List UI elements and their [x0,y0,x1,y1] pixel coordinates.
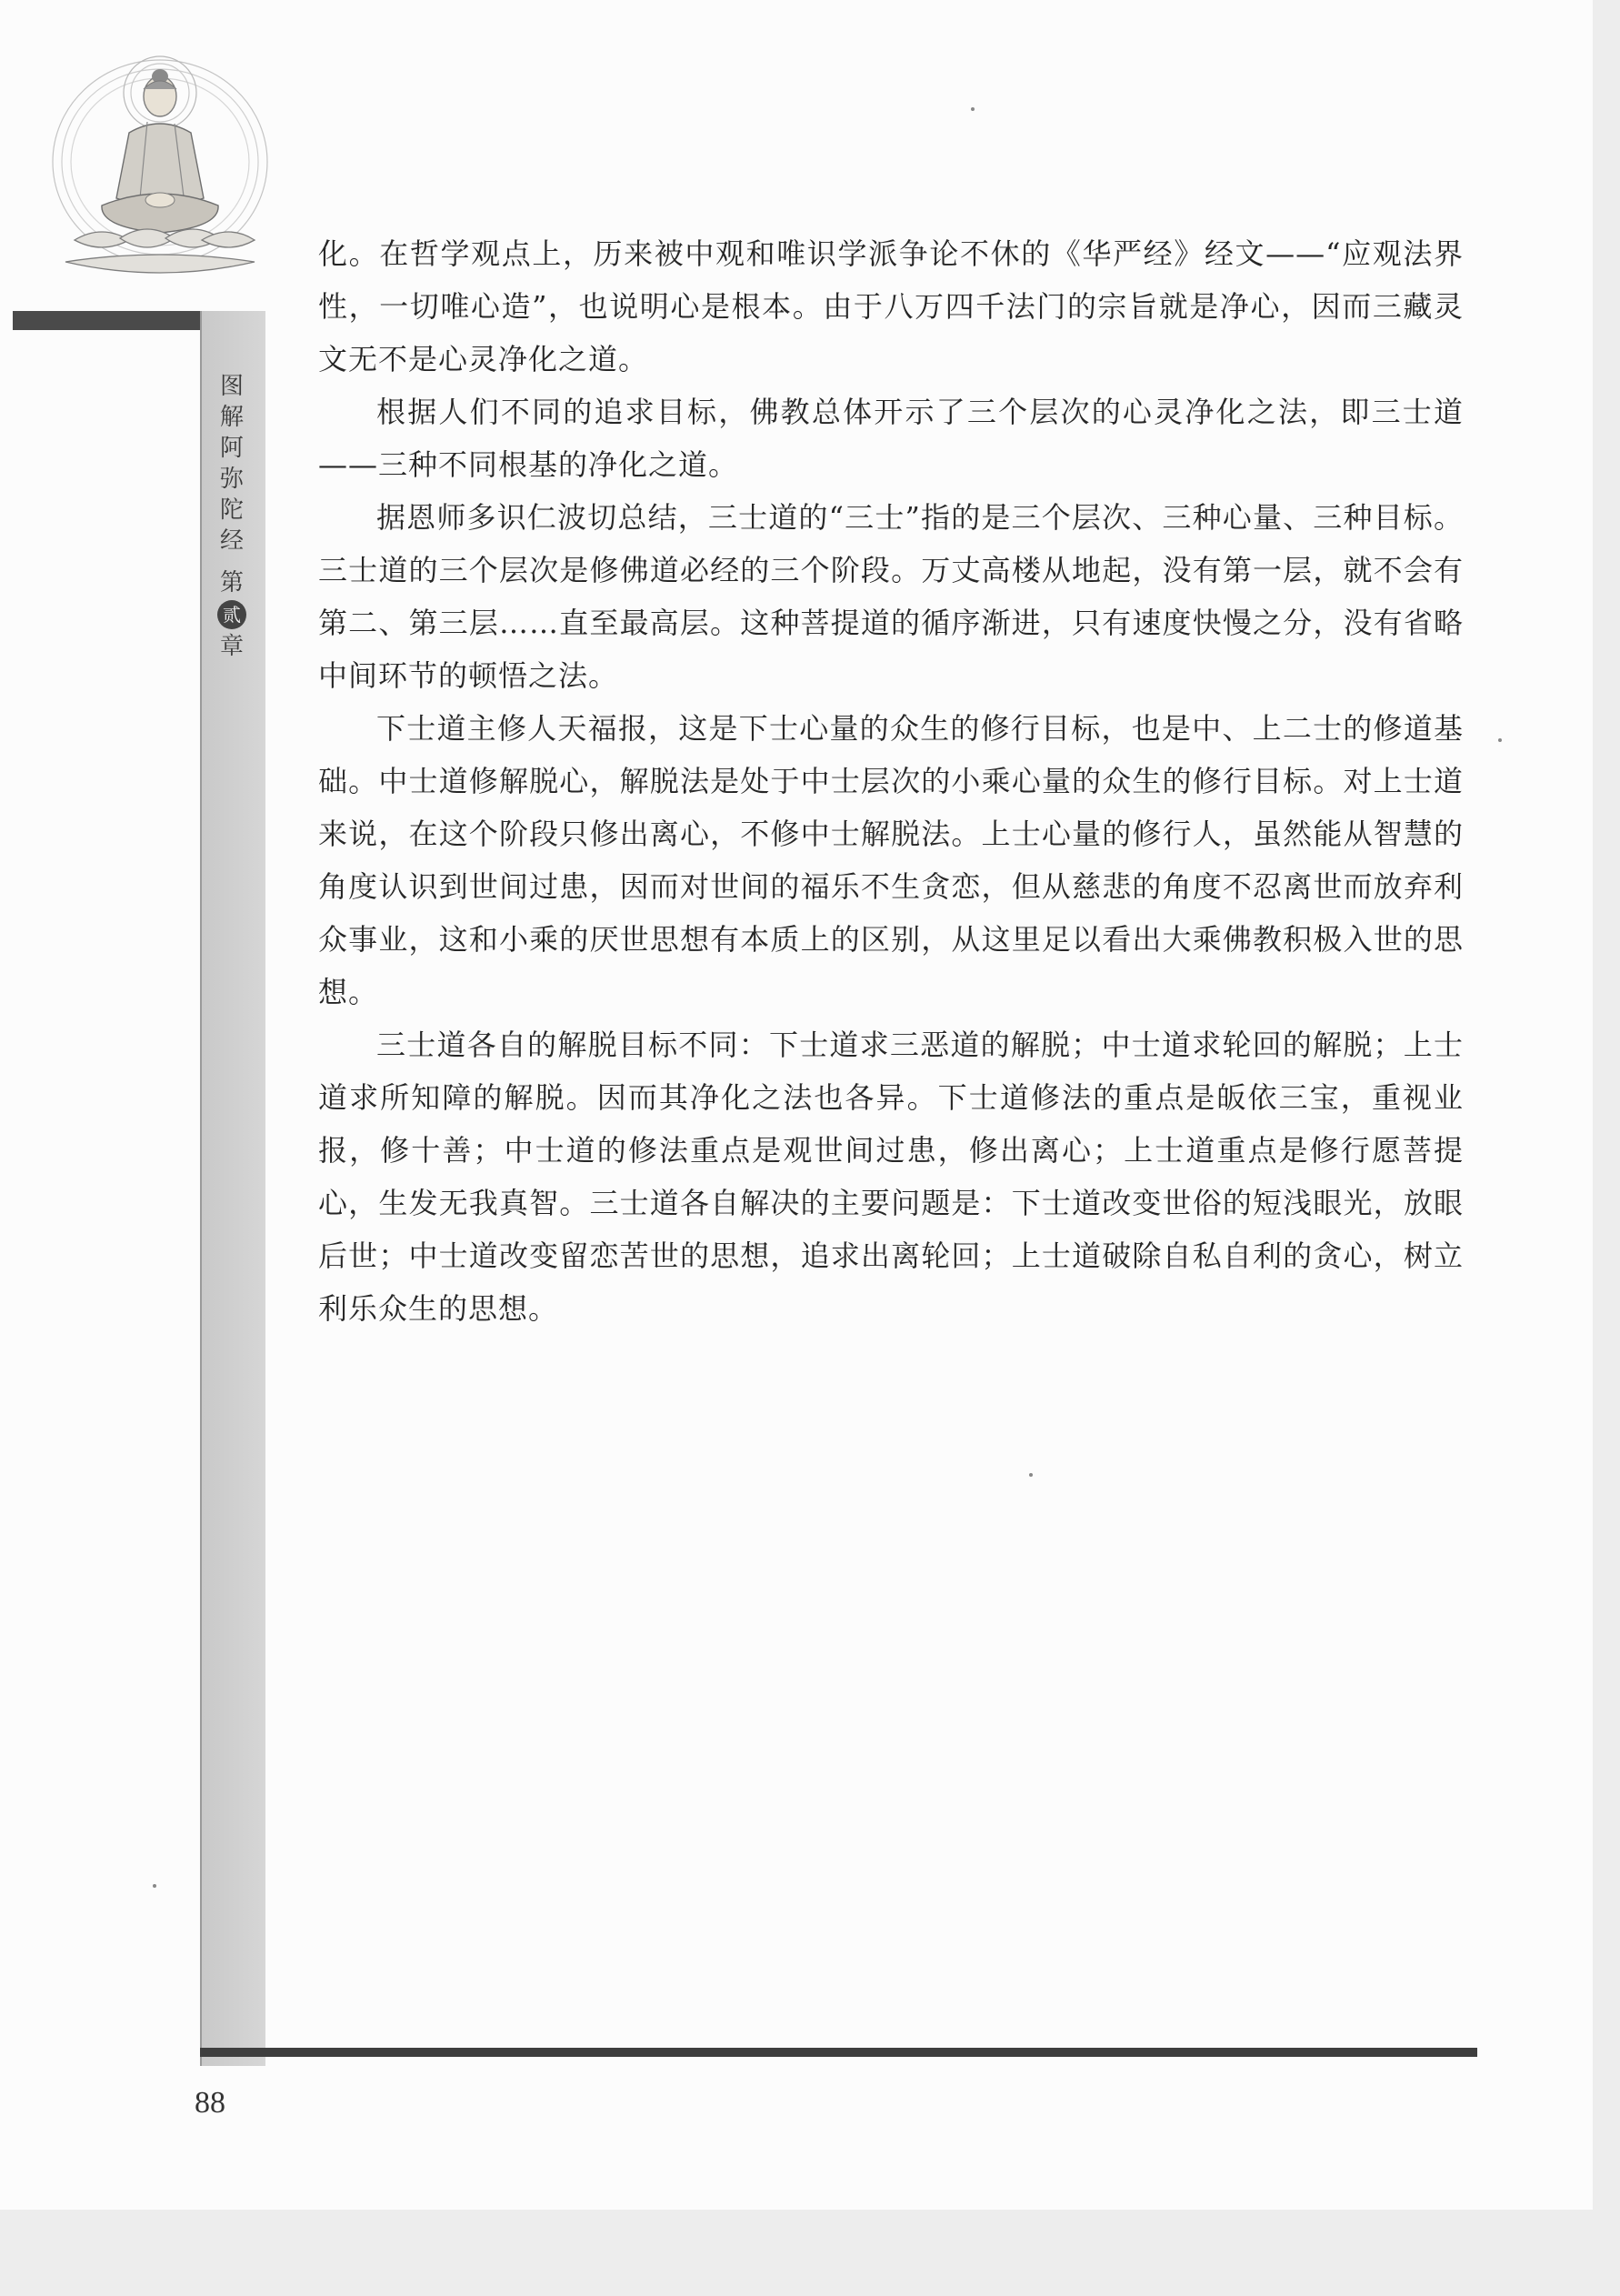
scan-edge-bottom [0,2210,1620,2296]
page-number: 88 [195,2086,225,2120]
paragraph: 三士道各自的解脱目标不同：下士道求三恶道的解脱；中士道求轮回的解脱；上士道求所知障的解脱。因而其净化之法也各异。下士道修法的重点是皈依三宝，重视业报，修十善；中士道的修法重点是观世间过患，修出离心；上士道重点是修行愿菩提心，生发无我真智。三士道各自解决的主要问题是：下士道改变世俗的短浅眼光，放眼后世；中士道改变留恋苦世的思想，追求出离轮回；上士道破除自私自利的贪心，树立利乐众生的思想。 [318,1028,1464,1326]
scan-speck [1498,738,1502,742]
chapter-number-badge: 贰 [217,600,246,629]
chapter-suffix: 章 [219,633,244,660]
running-title-char: 经 [219,527,244,555]
seated-buddha-icon [38,45,282,293]
paragraph: 化。在哲学观点上，历来被中观和唯识学派争论不休的《华严经》经文——“应观法界性，一切唯心造”，也说明心是根本。由于八万四千法门的宗旨就是净心，因而三藏灵文无不是心灵净化之道。 [318,236,1464,376]
paragraph: 根据人们不同的追求目标，佛教总体开示了三个层次的心灵净化之法，即三士道——三种不同根基的净化之道。 [318,395,1464,482]
body-text [318,227,1464,1335]
paragraph: 下士道主修人天福报，这是下士心量的众生的修行目标，也是中、上二士的修道基础。中士道修解脱心，解脱法是处于中士层次的小乘心量的众生的修行目标。对上士道来说，在这个阶段只修出离心，不修中士解脱法。上士心量的修行人，虽然能从智慧的角度认识到世间过患，因而对世间的福乐不生贪恋，但从慈悲的角度不忍离世而放弃利众事业，这和小乘的厌世思想有本质上的区别，从这里足以看出大乘佛教积极入世的思想。 [318,711,1464,1009]
running-title-char: 陀 [219,496,244,524]
running-title-char: 弥 [219,466,244,493]
paragraph: 据恩师多识仁波切总结，三士道的“三士”指的是三个层次、三种心量、三种目标。三士道的三个层次是修佛道必经的三个阶段。万丈高楼从地起，没有第一层，就不会有第二、第三层……直至最高层。这种菩提道的循序渐进，只有速度快慢之分，没有省略中间环节的顿悟之法。 [318,500,1464,693]
running-title-char: 图 [219,373,244,400]
footer-rule [200,2048,1477,2057]
running-title-char: 阿 [219,435,244,462]
chapter-prefix: 第 [219,569,244,597]
scan-speck [1029,1473,1033,1477]
running-title [200,371,264,662]
scan-speck [153,1884,156,1888]
scan-edge-right [1593,0,1620,2296]
scan-speck [971,107,975,111]
running-title-char: 解 [219,404,244,431]
